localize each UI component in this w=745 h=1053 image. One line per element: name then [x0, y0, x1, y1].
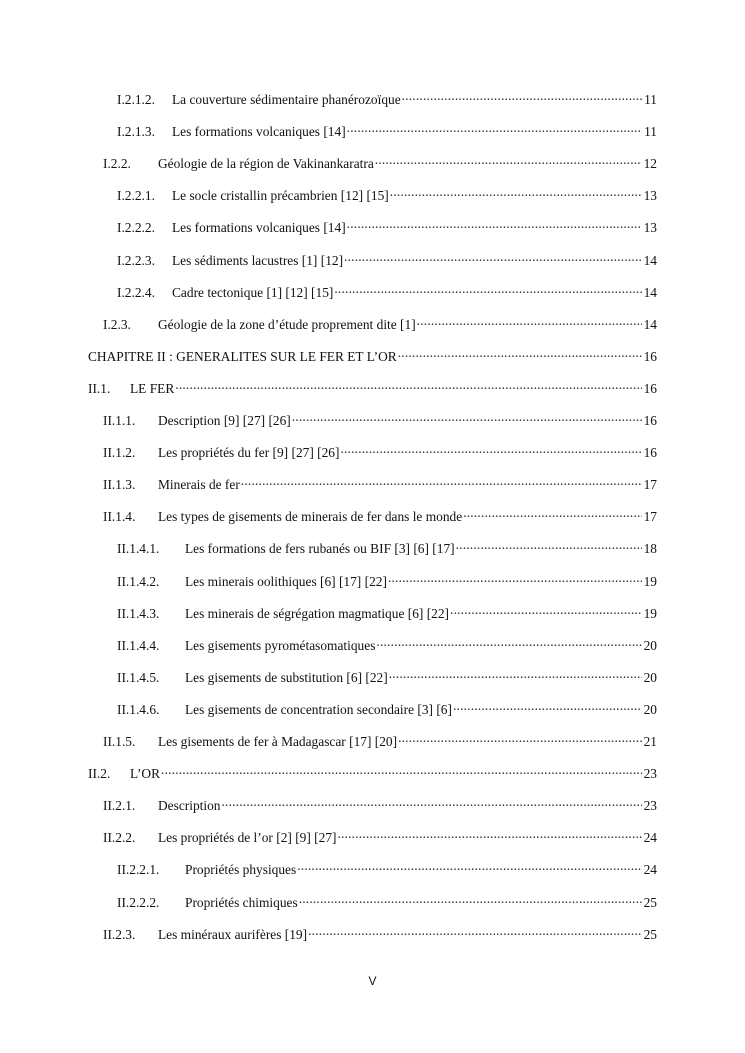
toc-entry-number: II.1.1.	[103, 413, 136, 428]
toc-entry-number: I.2.3.	[103, 316, 131, 332]
toc-entry-number: II.2.	[88, 766, 111, 782]
toc-entry[interactable]	[103, 409, 657, 429]
dot-leader	[347, 216, 642, 232]
toc-entry[interactable]	[103, 505, 657, 525]
dot-leader	[221, 794, 642, 810]
toc-entry[interactable]	[117, 281, 657, 301]
toc-entry-title: Les formations volcaniques [14]	[172, 220, 346, 236]
toc-entry-number: II.2.2.	[103, 830, 136, 846]
toc-entry-title: Les gisements de substitution [6] [22]	[185, 669, 388, 685]
dot-leader	[344, 249, 642, 265]
toc-entry-number: II.1.4.2.	[117, 573, 160, 589]
toc-entry-page: 20	[643, 669, 657, 685]
toc-entry-page: 20	[643, 637, 657, 653]
toc-entry-title: Les sédiments lacustres [1] [12]	[172, 252, 344, 268]
toc-entry[interactable]	[103, 473, 657, 493]
toc-entry-title: Les types de gisements de minerais de fer dans le monde	[158, 509, 463, 525]
toc-entry[interactable]	[117, 698, 657, 718]
toc-entry-page: 11	[644, 124, 657, 140]
toc-entry-number: II.1.4.	[103, 509, 136, 525]
toc-entry-number: I.2.1.3.	[117, 124, 155, 140]
toc-entry-number: II.2.3.	[103, 926, 136, 942]
toc-entry-title: Les minéraux aurifères [19]	[158, 926, 308, 942]
toc-entry[interactable]	[103, 152, 657, 172]
toc-entry-number: II.1.2.	[103, 445, 136, 461]
toc-entry-title: L’OR	[130, 766, 161, 782]
dot-leader	[402, 88, 642, 104]
toc-entry-number: II.1.4.6.	[117, 701, 160, 717]
dot-leader	[161, 762, 642, 778]
toc-entry-title: La couverture sédimentaire phanérozoïque	[172, 92, 401, 107]
toc-entry-page: 11	[644, 92, 657, 107]
toc-entry[interactable]	[88, 345, 657, 365]
toc-entry-title: Le socle cristallin précambrien [12] [15]	[172, 188, 389, 204]
toc-entry-page: 18	[643, 541, 657, 557]
toc-entry-page: 19	[643, 605, 657, 621]
toc-entry[interactable]	[117, 634, 657, 654]
dot-leader	[308, 923, 642, 939]
toc-entry-number: II.1.3.	[103, 477, 136, 493]
dot-leader	[453, 698, 642, 714]
toc-entry-title: Géologie de la région de Vakinankaratra	[158, 156, 374, 172]
toc-entry-title: Les gisements pyrométasomatiques	[185, 637, 376, 653]
toc-entry-number: II.2.1.	[103, 798, 136, 814]
toc-entry-page: 13	[643, 188, 657, 204]
dot-leader	[456, 537, 642, 553]
toc-entry[interactable]	[117, 537, 657, 557]
toc-entry[interactable]	[117, 249, 657, 269]
toc-entry-page: 24	[643, 862, 657, 878]
dot-leader	[340, 441, 642, 457]
toc-entry[interactable]	[117, 88, 657, 108]
toc-entry-title: Description [9] [27] [26]	[158, 413, 291, 428]
toc-entry-page: 16	[643, 348, 657, 364]
toc-entry-number: I.2.2.2.	[117, 220, 155, 236]
toc-entry[interactable]	[103, 730, 657, 750]
dot-leader	[389, 666, 642, 682]
toc-entry[interactable]	[117, 602, 657, 622]
toc-entry-number: II.1.4.4.	[117, 637, 160, 653]
toc-entry-page: 25	[643, 894, 657, 910]
toc-entry-page: 14	[643, 316, 657, 332]
dot-leader	[390, 184, 642, 200]
toc-entry-title: Description	[158, 798, 221, 814]
toc-entry-page: 16	[643, 445, 657, 461]
toc-entry[interactable]	[117, 184, 657, 204]
dot-leader	[375, 152, 642, 168]
toc-entry-title: Les minerais oolithiques [6] [17] [22]	[185, 573, 387, 589]
toc-entry-page: 14	[643, 252, 657, 268]
dot-leader	[334, 281, 642, 297]
dot-leader	[292, 409, 642, 425]
toc-entry[interactable]	[103, 313, 657, 333]
toc-entry[interactable]	[117, 216, 657, 236]
dot-leader	[388, 570, 642, 586]
toc-entry-title: Propriétés chimiques	[185, 894, 298, 910]
toc-entry-title: CHAPITRE II : GENERALITES SUR LE FER ET L’OR	[88, 348, 397, 364]
toc-entry-page: 17	[643, 509, 657, 525]
toc-entry-title: Les minerais de ségrégation magmatique [6] [22]	[185, 605, 450, 621]
dot-leader	[299, 891, 642, 907]
toc-entry-number: II.1.	[88, 380, 111, 396]
toc-entry-page: 17	[643, 477, 657, 493]
toc-entry[interactable]	[117, 858, 657, 878]
toc-entry-number: I.2.2.1.	[117, 188, 155, 204]
toc-entry-number: II.1.4.5.	[117, 669, 160, 685]
toc-entry[interactable]	[103, 826, 657, 846]
toc-entry-title: Les propriétés du fer [9] [27] [26]	[158, 445, 340, 461]
toc-entry-number: II.1.5.	[103, 734, 136, 749]
toc-entry-number: II.2.2.2.	[117, 894, 160, 910]
toc-entry-title: Les gisements de fer à Madagascar [17] [20]	[158, 734, 398, 749]
toc-entry-page: 23	[643, 766, 657, 782]
toc-entry[interactable]	[103, 923, 657, 943]
toc-entry-number: I.2.1.2.	[117, 92, 155, 107]
dot-leader	[398, 730, 642, 746]
toc-entry-page: 16	[643, 380, 657, 396]
toc-entry-page: 21	[643, 734, 657, 749]
toc-entry-title: Les formations volcaniques [14]	[172, 124, 346, 140]
toc-entry-page: 12	[643, 156, 657, 172]
toc-entry-page: 23	[643, 798, 657, 814]
toc-entry-title: Minerais de fer	[158, 477, 240, 493]
toc-entry-title: Propriétés physiques	[185, 862, 297, 878]
toc-entry[interactable]	[117, 891, 657, 911]
toc-entry-page: 16	[643, 413, 657, 428]
toc-entry[interactable]	[103, 441, 657, 461]
toc-entry[interactable]	[117, 666, 657, 686]
toc-entry-page: 13	[643, 220, 657, 236]
toc-entry-number: II.1.4.1.	[117, 541, 160, 557]
dot-leader	[450, 602, 642, 618]
page-number: V	[368, 974, 377, 988]
dot-leader	[463, 505, 642, 521]
dot-leader	[175, 377, 642, 393]
toc-entry-page: 14	[643, 284, 657, 300]
toc-entry[interactable]	[103, 794, 657, 814]
toc-entry-page: 25	[643, 926, 657, 942]
toc-entry-number: I.2.2.3.	[117, 252, 155, 268]
dot-leader	[297, 858, 642, 874]
toc-entry[interactable]	[88, 377, 657, 397]
toc-entry[interactable]	[117, 120, 657, 140]
toc-entry-title: LE FER	[130, 380, 175, 396]
dot-leader	[376, 634, 642, 650]
toc-entry[interactable]	[88, 762, 657, 782]
toc-entry-title: Les formations de fers rubanés ou BIF [3] [6] [17]	[185, 541, 455, 557]
toc-entry-number: I.2.2.4.	[117, 284, 155, 300]
toc-entry-title: Les propriétés de l’or [2] [9] [27]	[158, 830, 337, 846]
toc-entry-page: 19	[643, 573, 657, 589]
toc-entry[interactable]	[117, 570, 657, 590]
toc-entry-title: Cadre tectonique [1] [12] [15]	[172, 284, 334, 300]
toc-entry-number: I.2.2.	[103, 156, 131, 172]
dot-leader	[398, 345, 642, 361]
toc-entry-number: II.2.2.1.	[117, 862, 160, 878]
toc-entry-page: 24	[643, 830, 657, 846]
dot-leader	[347, 120, 642, 136]
toc-entry-page: 20	[643, 701, 657, 717]
toc-entry-title: Géologie de la zone d’étude proprement dite [1]	[158, 316, 416, 332]
dot-leader	[417, 313, 642, 329]
toc-entry-title: Les gisements de concentration secondaire [3] [6]	[185, 701, 452, 717]
toc-entry-number: II.1.4.3.	[117, 605, 160, 621]
dot-leader	[337, 826, 642, 842]
dot-leader	[241, 473, 642, 489]
